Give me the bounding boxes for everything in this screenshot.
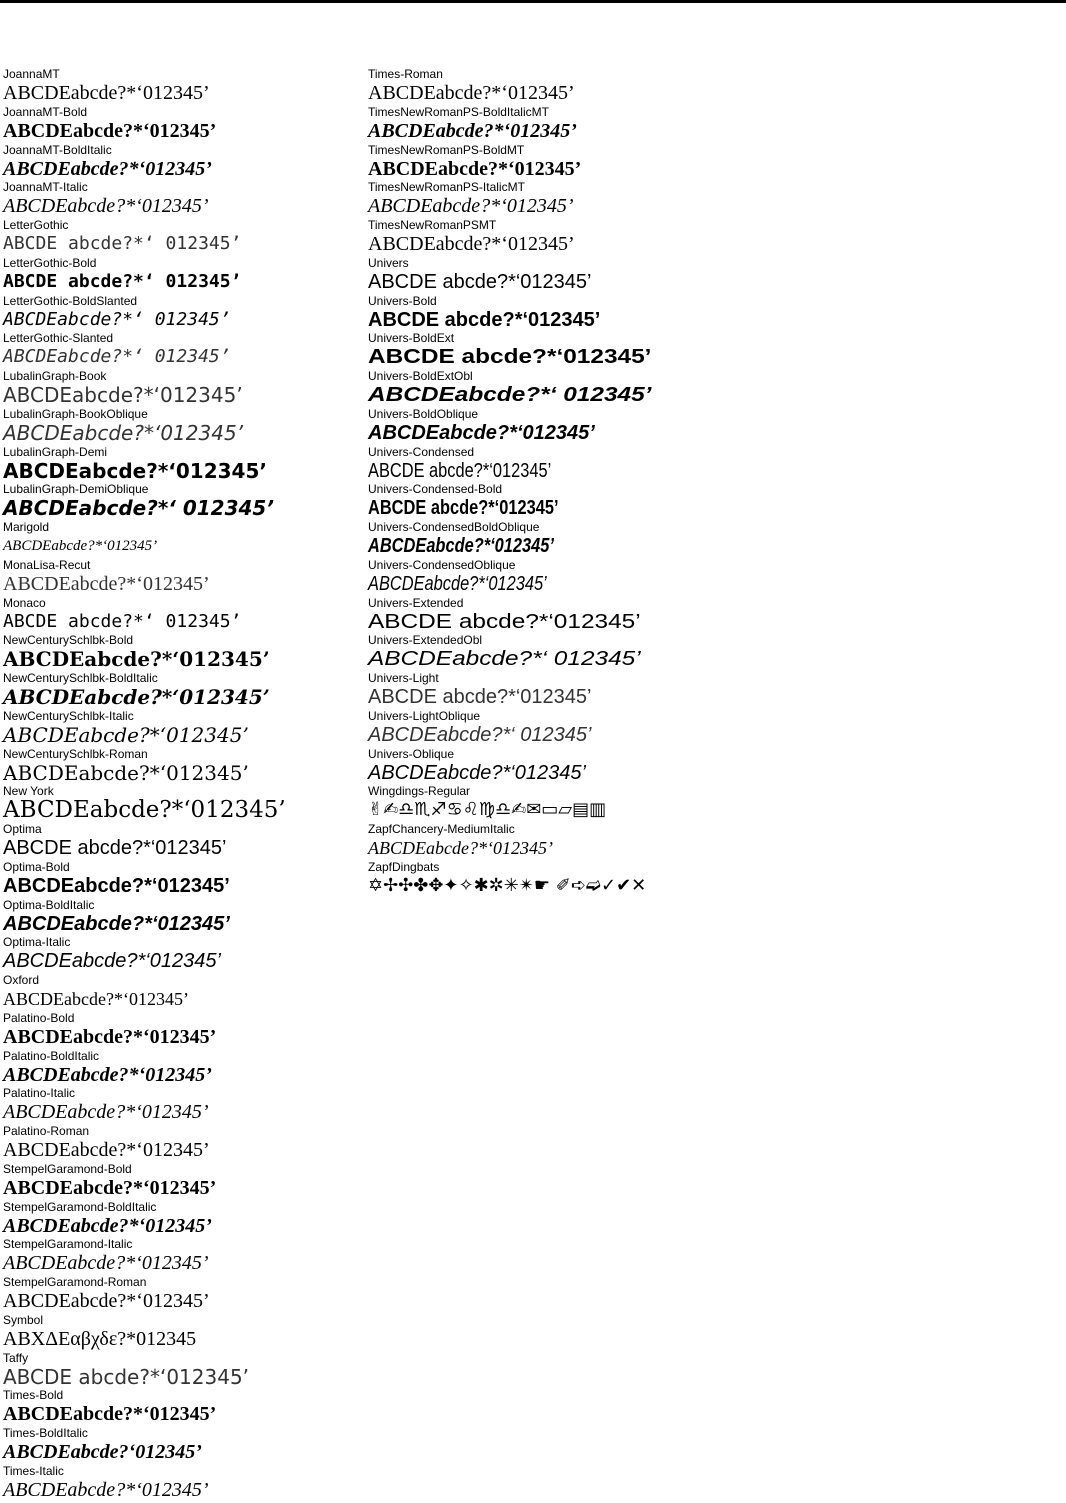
font-entry (3, 597, 353, 635)
font-name: NewCenturySchlbk-Bold (3, 633, 134, 648)
font-name: MonaLisa-Recut (3, 557, 91, 572)
font-name: Univers-Light (368, 671, 439, 685)
font-name: StempelGaramond-Roman (3, 1275, 147, 1289)
font-sample: ABCDEabcde?*‘012345’ (3, 647, 270, 672)
font-entry (3, 370, 353, 408)
font-sample: ABCDEabcde?*‘012345’ (3, 119, 217, 142)
font-entry (368, 861, 1058, 899)
font-sample: ABCDE abcde?*‘012345’ (368, 610, 641, 633)
font-sample: ABCDEabcde?*‘ 012345’ (3, 308, 231, 330)
font-name: Optima-Bold (3, 859, 70, 874)
font-sample: ✡✢✣✤✥✦✧✱✲✳✴☛ ✐➪➫✓✔✕ (368, 874, 647, 896)
font-sample: ABCDEabcde?*‘012345’ (3, 912, 230, 935)
font-entry (368, 257, 1058, 295)
font-entry (368, 748, 1058, 786)
font-sample: ABCDEabcde?*‘ 012345’ (3, 496, 274, 521)
font-name: ZapfDingbats (368, 859, 440, 874)
font-name: LetterGothic-Bold (3, 255, 97, 270)
font-entry (368, 295, 1058, 333)
font-sample: ABCDEabcde?*‘012345’ (3, 989, 189, 1009)
font-name: TimesNewRomanPS-ItalicMT (368, 180, 525, 195)
font-entry (3, 332, 353, 370)
font-sample: ABCDEabcde?*‘012345’ (3, 82, 210, 104)
font-list-right-column (368, 68, 1058, 899)
font-sample: ABCDEabcde?*‘ 012345’ (368, 648, 641, 671)
font-sample: ΑΒΧΔΕαβχδε?*012345 (3, 1327, 197, 1350)
font-list-left-column (3, 68, 353, 1503)
font-name: Univers (368, 255, 409, 270)
font-entry (3, 1314, 353, 1352)
font-name: NewCenturySchlbk-BoldItalic (3, 671, 158, 685)
font-entry (3, 899, 353, 937)
font-entry (3, 106, 353, 144)
font-entry (3, 1465, 353, 1503)
font-entry (3, 181, 353, 219)
font-sample: ✌✍♎♏♐♋♌♍♎✍✉▭▱▤▥ (368, 799, 607, 821)
font-name: Symbol (3, 1312, 44, 1327)
font-entry (368, 144, 1058, 182)
font-name: NewCenturySchlbk-Roman (3, 746, 148, 761)
font-name: LubalinGraph-DemiOblique (3, 482, 149, 497)
font-entry (3, 1087, 353, 1125)
font-sample: ABCDE abcde?*‘ 012345’ (3, 233, 242, 254)
font-entry (3, 936, 353, 974)
font-name: Optima (3, 822, 42, 836)
font-name: Univers-Extended (368, 595, 464, 610)
font-entry (3, 144, 353, 182)
font-sample: ABCDEabcde?*‘012345’ (3, 538, 158, 554)
font-sample: ABCDE abcde?*‘012345’ (3, 1364, 250, 1389)
font-entry (3, 559, 353, 597)
font-entry (368, 634, 1058, 672)
font-sample: ABCDEabcde?*‘012345’ (368, 761, 586, 784)
font-sample: ABCDEabcde?*‘012345’ (368, 572, 547, 595)
font-name: Wingdings-Regular (368, 784, 471, 799)
font-sample: ABCDEabcde?*‘ 012345’ (368, 723, 592, 746)
font-entry (3, 710, 353, 748)
font-sample: ABCDEabcde?*‘012345’ (368, 82, 575, 104)
font-sample: ABCDE abcde?*‘012345’ (3, 837, 227, 859)
font-sample: ABCDEabcde?*‘012345’ (3, 1403, 217, 1426)
font-entry (368, 332, 1058, 370)
font-sample: ABCDEabcde?*‘012345’ (368, 119, 577, 142)
font-sample: ABCDEabcde?*‘012345’ (3, 797, 286, 824)
font-name: Univers-BoldExt (368, 331, 455, 346)
font-entry (3, 1427, 353, 1465)
font-sample: ABCDEabcde?*‘ 012345’ (3, 346, 231, 368)
font-name: Taffy (3, 1350, 29, 1365)
font-sample: ABCDEabcde?*‘012345’ (3, 1139, 210, 1161)
font-sample: ABCDEabcde?*‘012345’ (3, 1252, 209, 1275)
font-sample: ABCDEabcde?*‘012345’ (3, 950, 221, 973)
font-sample: ABCDEabcde?*‘012345’ (368, 421, 595, 444)
font-name: Univers-BoldOblique (368, 406, 479, 421)
font-sample: ABCDEabcde?*‘012345’ (368, 838, 553, 858)
font-name: JoannaMT-Italic (3, 180, 88, 195)
font-name: Univers-Bold (368, 293, 437, 308)
font-entry (368, 823, 1058, 861)
font-sample: ABCDEabcde?*‘012345’ (3, 1025, 217, 1048)
font-sample: ABCDEabcde?*‘012345’ (3, 722, 249, 747)
font-entry (3, 1050, 353, 1088)
font-entry (368, 672, 1058, 710)
font-name: Times-Italic (3, 1463, 64, 1478)
font-sample: ABCDEabcde?*‘012345’ (3, 1478, 209, 1501)
font-entry (368, 181, 1058, 219)
font-sample: ABCDEabcde?*‘012345’ (3, 572, 210, 595)
font-name: LubalinGraph-Book (3, 369, 107, 383)
font-name: NewCenturySchlbk-Italic (3, 708, 134, 723)
font-name: Univers-CondensedOblique (368, 557, 516, 572)
font-sample: ABCDEabcde?*‘012345’ (368, 195, 574, 218)
font-name: Times-BoldItalic (3, 1426, 88, 1440)
font-sample: ABCDE abcde?*‘012345’ (368, 686, 592, 708)
font-entry (3, 785, 353, 823)
font-sample: ABCDEabcde?*‘012345’ (3, 1063, 212, 1086)
font-entry (3, 483, 353, 521)
font-entry (3, 634, 353, 672)
font-sample: ABCDEabcde?*‘012345’ (3, 1214, 212, 1237)
font-name: Univers-ExtendedObl (368, 633, 483, 648)
font-name: Palatino-Bold (3, 1010, 75, 1025)
font-entry (3, 1163, 353, 1201)
font-name: JoannaMT-Bold (3, 104, 88, 119)
font-entry (3, 1125, 353, 1163)
font-entry (3, 446, 353, 484)
font-sample: ABCDE abcde?*‘012345’ (368, 346, 652, 369)
font-name: TimesNewRomanPS-BoldItalicMT (368, 104, 549, 119)
font-entry (368, 559, 1058, 597)
font-name: Univers-CondensedBoldOblique (368, 520, 540, 534)
font-sample: ABCDEabcde?*‘012345’ (3, 874, 230, 897)
font-sample: ABCDE abcde?*‘ 012345’ (3, 610, 242, 632)
font-sample: ABCDEabcde?*‘012345’ (3, 1176, 217, 1199)
font-entry (368, 219, 1058, 257)
font-entry (368, 710, 1058, 748)
font-entry (3, 408, 353, 446)
font-name: Times-Bold (3, 1388, 64, 1403)
font-sample: ABCDEabcde?*‘012345’ (368, 535, 554, 557)
font-entry (3, 974, 353, 1012)
font-sample: ABCDEabcde?*‘012345’ (368, 157, 582, 180)
font-name: JoannaMT-BoldItalic (3, 142, 112, 157)
font-name: TimesNewRomanPSMT (368, 218, 497, 232)
font-sample: ABCDEabcde?*‘012345’ (3, 420, 244, 445)
font-name: Optima-Italic (3, 935, 71, 950)
font-name: Marigold (3, 520, 50, 534)
font-sample: ABCDEabcde?*‘012345’ (3, 195, 209, 218)
font-entry (368, 446, 1058, 484)
font-name: StempelGaramond-Bold (3, 1161, 132, 1176)
font-entry (3, 1352, 353, 1390)
font-sample: ABCDE abcde?*‘012345’ (368, 497, 559, 520)
font-sample: ABCDE abcde?*‘ 012345’ (3, 270, 242, 292)
font-name: LetterGothic (3, 218, 69, 232)
font-name: ZapfChancery-MediumItalic (368, 822, 515, 836)
font-name: LubalinGraph-BookOblique (3, 406, 148, 421)
font-name: Univers-LightOblique (368, 708, 481, 723)
top-rule (0, 0, 1066, 3)
font-sample: ABCDEabcde?*‘012345’ (3, 760, 249, 785)
font-entry (3, 861, 353, 899)
font-name: New York (3, 784, 54, 799)
font-entry (368, 483, 1058, 521)
font-sample: ABCDEabcde?*‘012345’ (3, 458, 267, 483)
font-entry (3, 521, 353, 559)
font-sample: ABCDE abcde?*‘012345’ (368, 270, 592, 293)
font-name: Palatino-BoldItalic (3, 1048, 100, 1063)
font-sample: ABCDEabcde?*‘012345’ (3, 685, 270, 709)
font-name: LetterGothic-BoldSlanted (3, 293, 138, 308)
font-name: Univers-Condensed-Bold (368, 482, 503, 497)
font-sample: ABCDEabcde?*‘ 012345’ (368, 384, 652, 406)
font-sample: ABCDE abcde?*‘012345’ (368, 308, 601, 331)
font-entry (368, 106, 1058, 144)
font-entry (3, 1276, 353, 1314)
font-entry (3, 1201, 353, 1239)
font-entry (3, 748, 353, 786)
font-name: Univers-Condensed (368, 444, 475, 459)
font-sample: ABCDEabcde?*‘012345’ (3, 157, 212, 180)
font-name: LetterGothic-Slanted (3, 331, 114, 346)
font-name: Oxford (3, 973, 40, 987)
font-name: Palatino-Italic (3, 1086, 76, 1101)
font-sample: ABCDEabcde?*‘012345’ (3, 1101, 209, 1124)
font-entry (3, 672, 353, 710)
font-entry (3, 68, 353, 106)
font-name: Monaco (3, 595, 46, 610)
font-name: LubalinGraph-Demi (3, 444, 108, 459)
font-entry (368, 408, 1058, 446)
font-sample: ABCDEabcde?*‘012345’ (368, 233, 575, 255)
font-name: Optima-BoldItalic (3, 897, 95, 912)
font-name: JoannaMT (3, 67, 60, 81)
font-entry (3, 1012, 353, 1050)
font-entry (368, 785, 1058, 823)
font-sample: ABCDEabcde?*‘012345’ (3, 1290, 210, 1312)
font-name: Univers-Oblique (368, 746, 455, 761)
font-name: Palatino-Roman (3, 1124, 90, 1138)
font-name: Times-Roman (368, 67, 443, 81)
font-entry (368, 68, 1058, 106)
font-entry (3, 823, 353, 861)
font-sample: ABCDEabcde?*‘012345’ (3, 383, 243, 407)
font-entry (368, 597, 1058, 635)
font-sample: ABCDE abcde?*‘012345’ (368, 459, 552, 482)
font-sample: ABCDEabcde?‘012345’ (3, 1441, 202, 1463)
font-name: TimesNewRomanPS-BoldMT (368, 142, 525, 157)
font-name: StempelGaramond-BoldItalic (3, 1199, 157, 1214)
font-entry (3, 257, 353, 295)
font-entry (3, 1238, 353, 1276)
font-name: Univers-BoldExtObl (368, 369, 473, 383)
font-entry (3, 295, 353, 333)
font-entry (368, 521, 1058, 559)
font-entry (368, 370, 1058, 408)
font-entry (3, 1389, 353, 1427)
font-name: StempelGaramond-Italic (3, 1237, 133, 1252)
font-entry (3, 219, 353, 257)
